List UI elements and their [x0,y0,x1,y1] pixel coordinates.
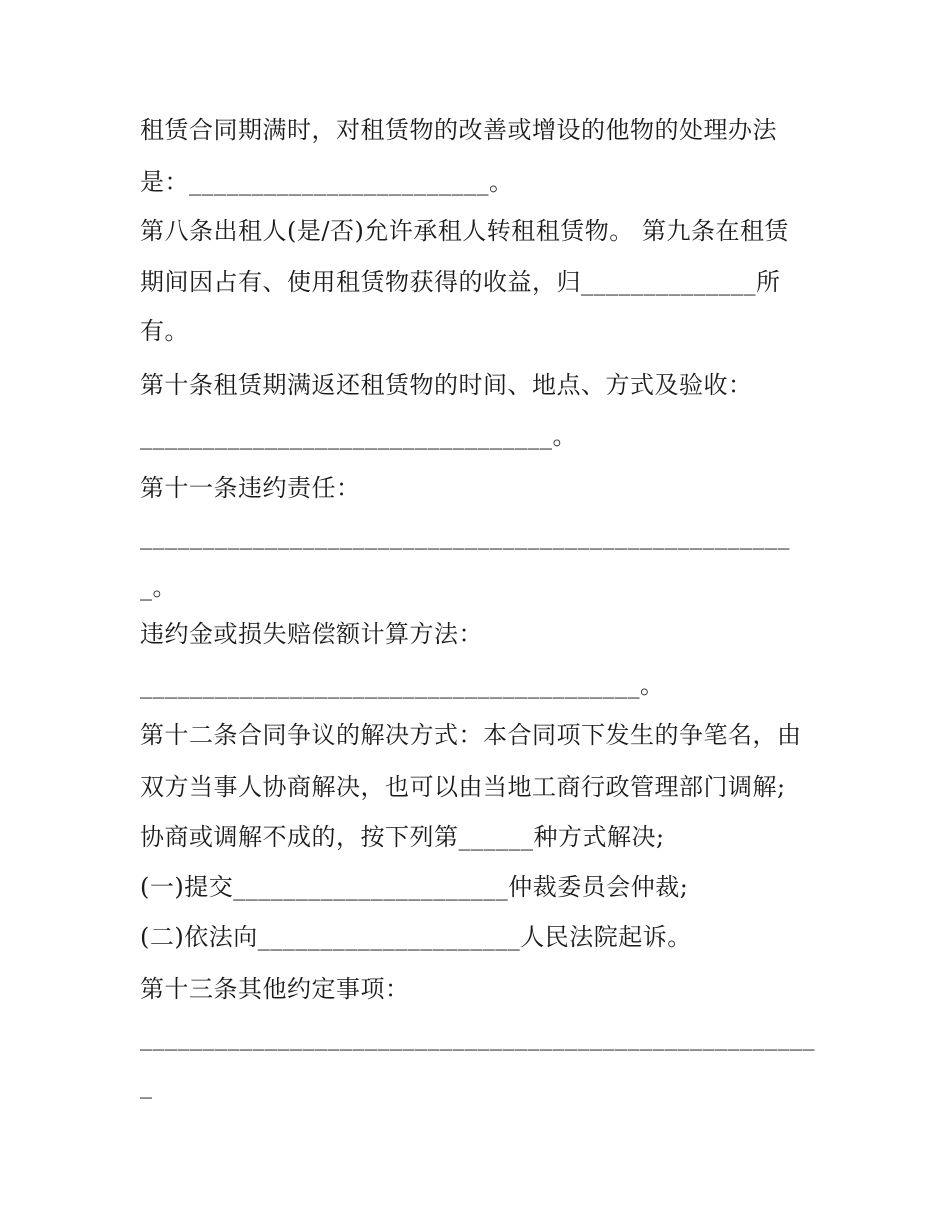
text-line: ________________________________________。 [140,671,665,699]
text-line: 违约金或损失赔偿额计算方法： [140,620,483,648]
text-line: 第八条出租人(是/否)允许承租人转租租赁物。 第九条在租赁 [140,217,789,245]
text-line: 期间因占有、使用租赁物获得的收益，归______________所 [140,268,781,296]
text-line: (一)提交______________________仲裁委员会仲裁; [140,873,689,901]
text-line: _。 [140,573,177,601]
text-line: 第十三条其他约定事项： [140,975,410,1003]
text-line: 第十二条合同争议的解决方式：本合同项下发生的争笔名，由 [140,721,802,749]
text-line: 第十条租赁期满返还租赁物的时间、地点、方式及验收： [140,371,753,399]
text-line: 双方当事人协商解决，也可以由当地工商行政管理部门调解; [140,773,786,801]
text-line: 是：________________________。 [140,168,514,196]
text-line: 协商或调解不成的，按下列第______种方式解决; [140,823,665,851]
text-line: ______________________________________________________ [140,1023,815,1051]
text-line: 租赁合同期满时，对租赁物的改善或增设的他物的处理办法 [140,116,777,144]
text-line: 第十一条违约责任： [140,474,361,502]
text-line: 有。 [140,317,189,345]
text-line: ____________________________________________________ [140,522,790,550]
text-line: (二)依法向_____________________人民法院起诉。 [140,923,692,951]
text-line: _ [140,1071,153,1099]
text-line: _________________________________。 [140,422,577,450]
